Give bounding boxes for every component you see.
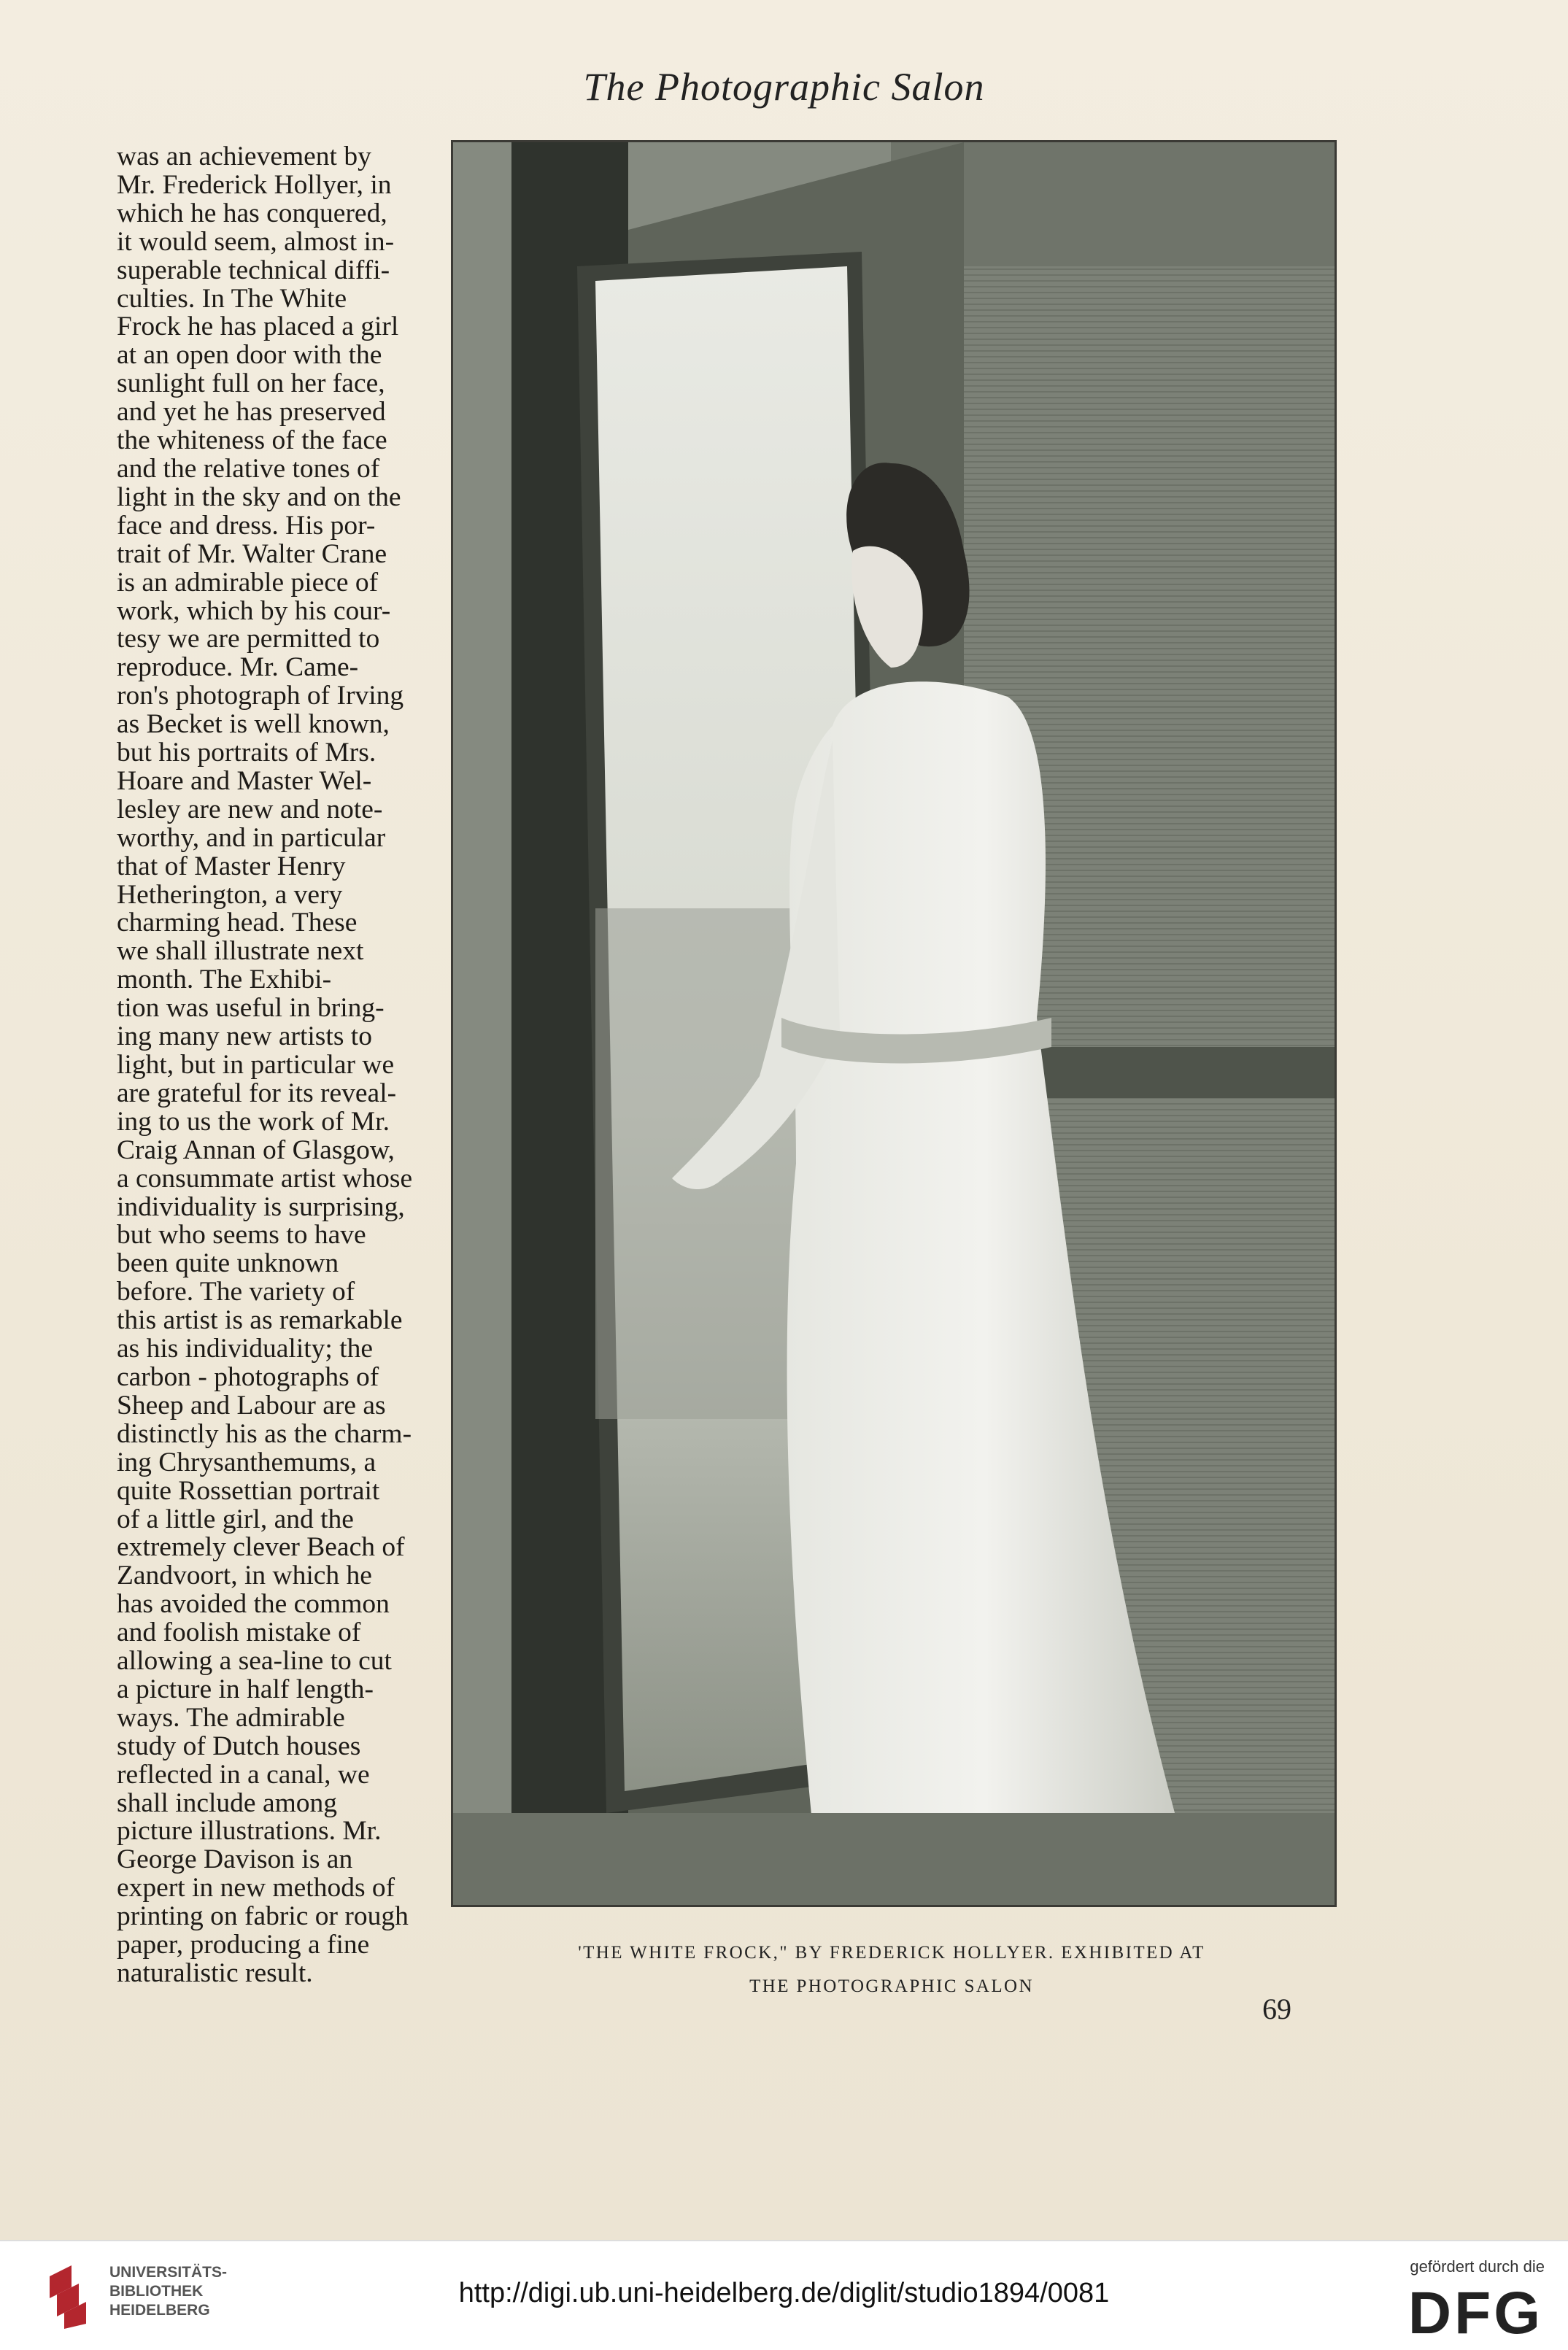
text-line: ing to us the work of Mr. [117, 1106, 390, 1137]
text-line: of a little girl, and the [117, 1504, 354, 1534]
text-line: printing on fabric or rough [117, 1901, 409, 1932]
text-line: and yet he has preserved [117, 397, 386, 428]
text-line: sunlight full on her face, [117, 368, 385, 399]
text-line: and the relative tones of [117, 453, 380, 484]
text-line: work, which by his cour- [117, 595, 391, 626]
text-line: individuality is surprising, [117, 1191, 405, 1222]
text-line: which he has conquered, [117, 198, 387, 228]
text-line: distinctly his as the charm- [117, 1418, 412, 1449]
text-line: ing Chrysanthemums, a [117, 1447, 376, 1477]
caption-line-1: 'THE WHITE FROCK," BY FREDERICK HOLLYER. EXHIBITED AT [578, 1943, 1205, 1963]
text-line: a picture in half length- [117, 1674, 374, 1704]
text-line: that of Master Henry [117, 851, 346, 881]
text-line: Hoare and Master Wel- [117, 765, 372, 796]
text-line: as Becket is well known, [117, 709, 390, 740]
caption-line-2: THE PHOTOGRAPHIC SALON [749, 1976, 1034, 1996]
text-line: is an admirable piece of [117, 567, 379, 598]
text-line: month. The Exhibi- [117, 965, 332, 995]
text-line: before. The variety of [117, 1277, 355, 1307]
text-line: reproduce. Mr. Came- [117, 652, 359, 683]
text-line: George Davison is an [117, 1844, 353, 1875]
photograph-white-frock [451, 140, 1337, 1907]
text-line: quite Rossettian portrait [117, 1475, 380, 1506]
text-line: carbon - photographs of [117, 1361, 379, 1392]
text-line: study of Dutch houses [117, 1731, 361, 1761]
text-line: ron's photograph of Irving [117, 681, 404, 711]
text-line: Frock he has placed a girl [117, 312, 399, 342]
text-line: paper, producing a fine [117, 1930, 370, 1960]
text-line: it would seem, almost in- [117, 226, 395, 257]
text-line: the whiteness of the face [117, 425, 387, 456]
text-line: was an achievement by [117, 142, 371, 171]
text-line: this artist is as remarkable [117, 1305, 403, 1336]
text-line: shall include among [117, 1787, 338, 1818]
text-line: charming head. These [117, 908, 358, 938]
text-line: culties. In The White [117, 283, 347, 314]
text-line: tion was useful in bring- [117, 993, 385, 1024]
text-line: a consummate artist whose [117, 1163, 413, 1194]
library-name-line: HEIDELBERG [109, 2302, 210, 2319]
text-line: ways. The admirable [117, 1702, 345, 1733]
photograph-illustration [453, 142, 1335, 1905]
text-line: naturalistic result. [117, 1958, 313, 1988]
page-number: 69 [1262, 1993, 1291, 2025]
text-line: worthy, and in particular [117, 822, 386, 853]
text-line: Hetherington, a very [117, 879, 343, 910]
article-column [117, 143, 433, 1988]
funder-label: gefördert durch die [1410, 2257, 1545, 2276]
text-line: reflected in a canal, we [117, 1759, 370, 1790]
text-line: face and dress. His por- [117, 510, 376, 541]
text-line: are grateful for its reveal- [117, 1078, 397, 1108]
permalink-url[interactable]: http://digi.ub.uni-heidelberg.de/diglit/studio1894/0081 [458, 2278, 1110, 2308]
text-line: Sheep and Labour are as [117, 1390, 386, 1421]
text-line: light in the sky and on the [117, 482, 401, 512]
text-line: trait of Mr. Walter Crane [117, 538, 387, 569]
text-line: as his individuality; the [117, 1334, 374, 1364]
text-line: but his portraits of Mrs. [117, 738, 376, 768]
text-line: Craig Annan of Glasgow, [117, 1135, 395, 1165]
dfg-logo: DFG [1407, 2280, 1543, 2346]
figure-caption [451, 1936, 1332, 2003]
digitization-footer [0, 2240, 1568, 2350]
text-line: has avoided the common [117, 1589, 390, 1620]
text-line: we shall illustrate next [117, 936, 364, 967]
text-line: lesley are new and note- [117, 794, 383, 824]
running-head: The Photographic Salon [583, 65, 985, 109]
text-line: superable technical diffi- [117, 255, 390, 285]
text-line: allowing a sea-line to cut [117, 1646, 392, 1677]
text-line: Mr. Frederick Hollyer, in [117, 169, 392, 200]
text-line: but who seems to have [117, 1220, 366, 1251]
text-line: and foolish mistake of [117, 1617, 361, 1648]
text-line: picture illustrations. Mr. [117, 1816, 382, 1847]
text-line: tesy we are permitted to [117, 624, 380, 654]
text-line: ing many new artists to [117, 1021, 372, 1052]
library-name-line: UNIVERSITÄTS- [109, 2264, 228, 2281]
text-line: Zandvoort, in which he [117, 1561, 372, 1591]
text-line: extremely clever Beach of [117, 1532, 405, 1563]
library-name-line: BIBLIOTHEK [109, 2283, 204, 2300]
text-line: been quite unknown [117, 1248, 339, 1279]
text-line: expert in new methods of [117, 1873, 395, 1903]
text-line: light, but in particular we [117, 1050, 395, 1080]
text-line: at an open door with the [117, 340, 382, 371]
